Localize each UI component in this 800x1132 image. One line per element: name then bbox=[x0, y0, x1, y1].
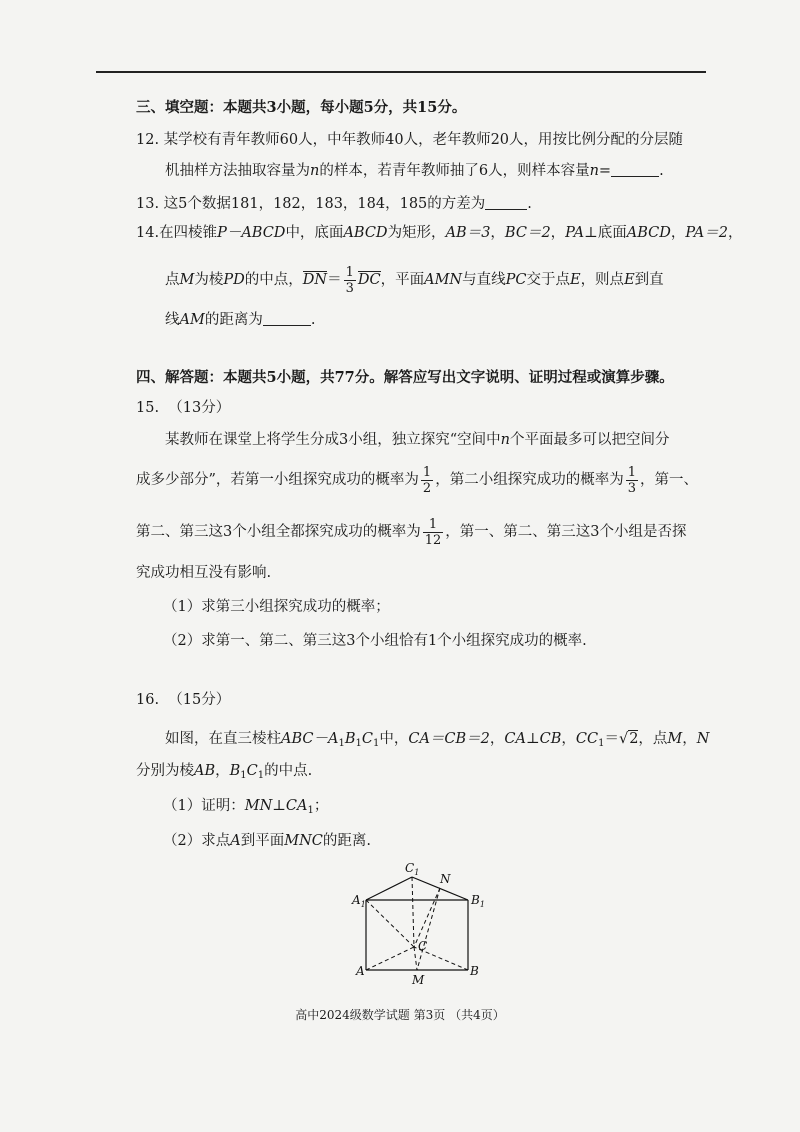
q15-number: 15. bbox=[136, 400, 160, 416]
q14-answer-blank[interactable] bbox=[263, 311, 311, 326]
hidden-line-c-m bbox=[414, 947, 417, 970]
fraction-one-third: $\frac{1}{3}$ bbox=[627, 464, 636, 496]
edge-a1-c1 bbox=[366, 877, 412, 900]
label-a1: $A_1$ bbox=[352, 893, 366, 909]
q12-number: 12. bbox=[136, 132, 160, 148]
section-3-title: 三、填空题：本题共3小题，每小题5分，共15分。 bbox=[136, 99, 467, 116]
q16-line1: 如图，在直三棱柱$ABC-A_1B_1C_1$中，CA＝CB＝2，CA⊥CB，$CC_1=√2$，点M，N bbox=[165, 731, 710, 749]
q12-line2: 机抽样方法抽取容量为n的样本，若青年教师抽了6人，则样本容量n= . bbox=[165, 163, 664, 179]
label-b: B bbox=[470, 964, 479, 978]
page-footer: 高中2024级数学试题 第3页 （共4页） bbox=[295, 1008, 505, 1022]
prism-figure bbox=[330, 855, 500, 990]
q15-subquestion-1: （1）求第三小组探究成功的概率； bbox=[163, 599, 390, 615]
fraction-one-half: $\frac{1}{2}$ bbox=[422, 464, 432, 496]
q15-header bbox=[136, 398, 230, 418]
label-c1: $C_1$ bbox=[405, 861, 420, 877]
q16-score: （15分） bbox=[168, 692, 231, 708]
q14-line3: 线AM的距离为 . bbox=[165, 312, 316, 328]
q13-number: 13. bbox=[136, 196, 160, 212]
q16-number: 16. bbox=[136, 692, 160, 708]
hidden-line-a1-c bbox=[366, 900, 414, 947]
label-b1: $B_1$ bbox=[471, 893, 485, 909]
q14-line2: 点M为棱PD的中点，DN＝ $\frac{1}{3}$ DC，平面AMN与直线PC交于点E，则点E到直 bbox=[165, 264, 664, 296]
q14-number: 14. bbox=[136, 225, 160, 241]
vector-dc: DC bbox=[357, 272, 381, 288]
label-c: C bbox=[418, 939, 428, 953]
q15-line4: 究成功相互没有影响. bbox=[136, 565, 272, 581]
q16-subquestion-2: （2）求点A到平面MNC的距离. bbox=[163, 833, 371, 849]
q12-line1 bbox=[136, 130, 683, 150]
header-rule bbox=[96, 71, 706, 73]
q16-line2: 分别为棱AB，$B_1C_1$的中点. bbox=[136, 763, 313, 781]
q16-header bbox=[136, 690, 230, 710]
vector-dn: DN bbox=[302, 272, 328, 288]
q15-subquestion-2: （2）求第一、第二、第三这3个小组恰有1个小组探究成功的概率. bbox=[163, 633, 587, 649]
label-n: N bbox=[440, 872, 451, 886]
label-a: A bbox=[356, 964, 365, 978]
q13-answer-blank[interactable] bbox=[485, 195, 527, 210]
fraction-one-third: $\frac{1}{3}$ bbox=[345, 264, 354, 296]
q15-line2: 成多少部分”，若第一小组探究成功的概率为 $\frac{1}{2}$ ，第二小组探究成功的概率为 $\frac{1}{3}$ ，第一、 bbox=[136, 464, 698, 496]
hidden-edge-a-c bbox=[366, 947, 414, 970]
q15-score: （13分） bbox=[168, 400, 231, 416]
section-4-title: 四、解答题：本题共5小题，共77分。解答应写出文字说明、证明过程或演算步骤。 bbox=[136, 369, 674, 386]
hidden-edge-c1-c bbox=[412, 877, 414, 947]
q12-text: 某学校有青年教师60人，中年教师40人，老年教师20人，用按比例分配的分层随 bbox=[163, 132, 684, 148]
q15-line1: 某教师在课堂上将学生分成3小组，独立探究“空间中n个平面最多可以把空间分 bbox=[165, 432, 670, 448]
fraction-one-twelfth: $\frac{1}{12}$ bbox=[424, 516, 442, 548]
q14-line1: 14.在四棱锥P－ABCD中，底面ABCD为矩形，AB＝3，BC＝2，PA⊥底面ABCD，PA＝2， bbox=[136, 225, 743, 241]
q12-answer-blank[interactable] bbox=[611, 162, 659, 177]
q16-subquestion-1: （1）证明：$MN\perp CA_1$； bbox=[163, 798, 329, 816]
q13-line: 13. 这5个数据181，182，183，184，185的方差为 . bbox=[136, 196, 532, 212]
q15-line3: 第二、第三这3个小组全都探究成功的概率为 $\frac{1}{12}$ ，第一、第二、第三这3个小组是否探 bbox=[136, 516, 687, 548]
label-m: M bbox=[412, 973, 425, 987]
